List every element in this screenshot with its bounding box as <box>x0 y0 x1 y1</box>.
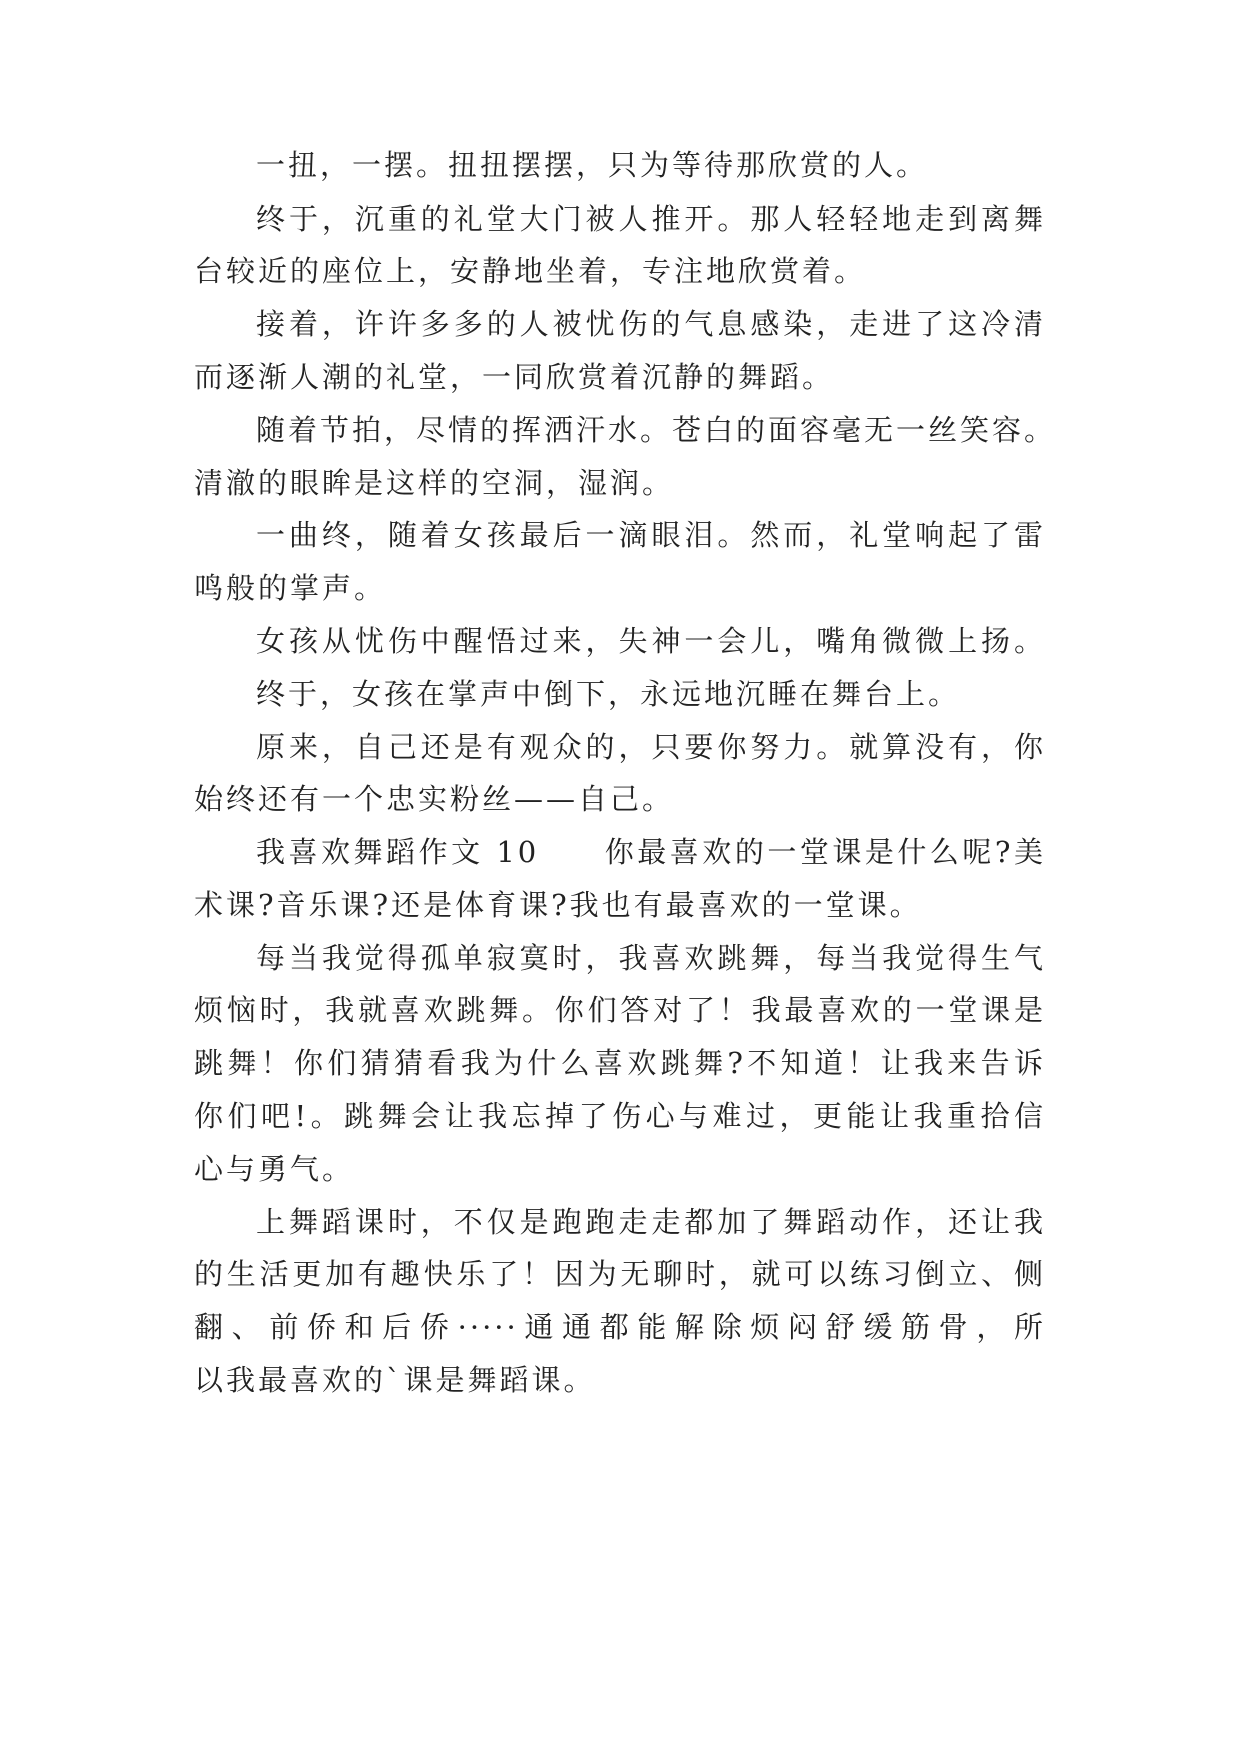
text-line: 的生活更加有趣快乐了！因为无聊时，就可以练习倒立、侧 <box>194 1257 1046 1291</box>
text-line: 终于，女孩在掌声中倒下，永远地沉睡在舞台上。 <box>256 677 961 711</box>
text-line: 翻、前侨和后侨·····通通都能解除烦闷舒缓筋骨，所 <box>194 1310 1046 1344</box>
text-line: 一扭，一摆。扭扭摆摆，只为等待那欣赏的人。 <box>256 148 929 182</box>
text-line: 术课?音乐课?还是体育课?我也有最喜欢的一堂课。 <box>194 888 922 922</box>
text-line: 终于，沉重的礼堂大门被人推开。那人轻轻地走到离舞 <box>256 202 1046 236</box>
text-line: 清澈的眼眸是这样的空洞，湿润。 <box>194 466 675 500</box>
text-line: 以我最喜欢的`课是舞蹈课。 <box>194 1363 596 1397</box>
text-line: 始终还有一个忠实粉丝——自己。 <box>194 782 675 816</box>
text-line: 你们吧!。跳舞会让我忘掉了伤心与难过，更能让我重拾信 <box>194 1099 1046 1133</box>
text-line: 跳舞！你们猜猜看我为什么喜欢跳舞?不知道！让我来告诉 <box>194 1046 1046 1080</box>
text-line: 台较近的座位上，安静地坐着，专注地欣赏着。 <box>194 254 867 288</box>
text-line: 上舞蹈课时，不仅是跑跑走走都加了舞蹈动作，还让我 <box>256 1205 1046 1239</box>
text-line: 我喜欢舞蹈作文 10 你最喜欢的一堂课是什么呢?美 <box>256 835 1046 869</box>
text-line: 一曲终，随着女孩最后一滴眼泪。然而，礼堂响起了雷 <box>256 518 1046 552</box>
text-line: 女孩从忧伤中醒悟过来，失神一会儿，嘴角微微上扬。 <box>256 624 1046 658</box>
text-line: 鸣般的掌声。 <box>194 571 387 605</box>
text-line: 每当我觉得孤单寂寞时，我喜欢跳舞，每当我觉得生气 <box>256 941 1046 975</box>
text-line: 接着，许许多多的人被忧伤的气息感染，走进了这冷清 <box>256 307 1046 341</box>
text-line: 而逐渐人潮的礼堂，一同欣赏着沉静的舞蹈。 <box>194 360 835 394</box>
text-line: 随着节拍，尽情的挥洒汗水。苍白的面容毫无一丝笑容。 <box>256 413 1057 447</box>
text-line: 心与勇气。 <box>194 1152 355 1186</box>
text-line: 原来，自己还是有观众的，只要你努力。就算没有，你 <box>256 730 1046 764</box>
text-line: 烦恼时，我就喜欢跳舞。你们答对了！我最喜欢的一堂课是 <box>194 993 1046 1027</box>
